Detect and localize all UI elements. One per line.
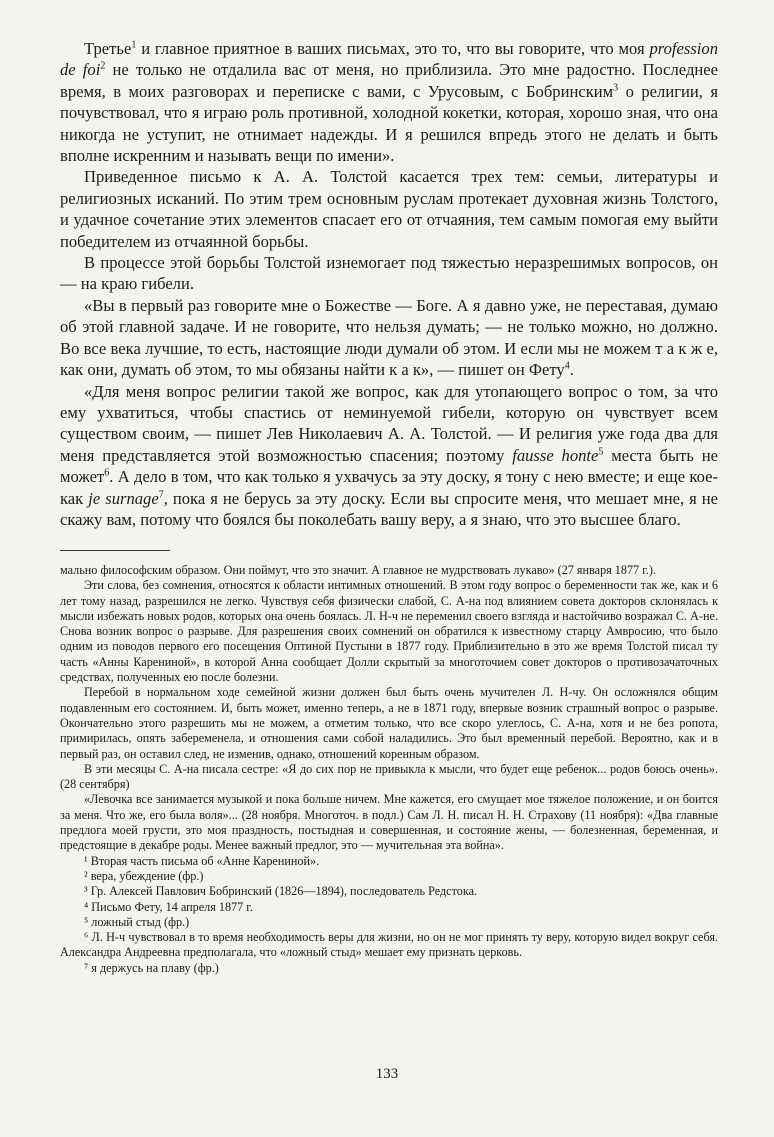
footnote-ref: 2 xyxy=(100,60,106,72)
text-run: и главное приятное в ваших письмах, это то, что вы говорите, что моя xyxy=(136,39,650,58)
footnote-5: ⁵ ложный стыд (фр.) xyxy=(84,914,190,929)
foreign-phrase: fausse honte xyxy=(512,445,599,465)
text-run: , пока я не берусь за эту доску. Если вы спросите меня, что мешает мне, я не скажу вам, потому что боялся бы поколебать вашу веру, а я знаю, что это высшее благо. xyxy=(60,488,718,529)
spaced-emphasis: к а к xyxy=(389,360,421,380)
text-run: о религии, я почувствовал, что я играю роль противной, холодной кокетки, которая, хорошо зная, что она никогда не уступит, не отнимает надежды. И я решился впредь этого не делать и быть вполне искренним и называть вещи по имени». xyxy=(60,81,718,166)
paragraph xyxy=(60,38,718,166)
foreign-phrase: profession de foi xyxy=(60,39,718,80)
text-run: , как они, думать об этом, то мы обязаны найти xyxy=(60,338,718,380)
footnote-ref: 3 xyxy=(613,82,619,94)
footnote-3: ³ Гр. Алексей Павлович Бобринский (1826—1894), последователь Редстока. xyxy=(84,884,478,899)
spaced-emphasis: т а к ж е xyxy=(655,338,714,358)
main-text xyxy=(60,38,718,530)
note-paragraph: Эти слова, без сомнения, относятся к области интимных отношений. В этом году вопрос о беременности так же, как и 6 лет тому назад, разрешился не легко. Чувствуя себя физически слабой, С. А-на под влиянием совета докторов склонялась к мысли избежать новых родов, которых она очень боялась. Л. Н-ч не переменил своего взгляда и настойчиво возражал С. А-не. Снова возник вопрос о разрыве. Для разрешения своих сомнений он обратился к известному старцу Амвросию, что было одним из поводов первого его посещения Оптиной Пустыни в 1877 году. Приблизительно в это же время Толстой писал ту часть «Анны Карениной», в которой Анна сообщает Долли скрытый за многоточием совет докторов о противозачаточных средствах, полученных ею после болезни. xyxy=(60,578,718,685)
paragraph xyxy=(60,381,718,531)
footnote-ref: 4 xyxy=(564,360,570,372)
text-run: . xyxy=(569,360,574,380)
paragraph: В процессе этой борьбы Толстой изнемогает под тяжестью неразрешимых вопросов, он — на краю гибели. xyxy=(60,253,718,294)
text-run: », — пишет он Фету xyxy=(420,360,565,380)
footnote-ref: 1 xyxy=(131,39,137,51)
text-run: места быть не может xyxy=(60,445,718,487)
text-run: не только не отдалила вас от меня, но приблизила. Это мне радостно. Последнее время, в моих разговорах и переписке с вами, с Урусовым, с Бобринским xyxy=(60,60,719,101)
footnote-1: ¹ Вторая часть письма об «Анне Карениной». xyxy=(84,853,320,868)
text-run: «Для меня вопрос религии такой же вопрос, как для утопающего вопрос о том, за что ему ухватиться, чтобы спастись от неминуемой гибели, которую он чувствует всем существом своим, — пишет Лев Николаевич А. А. Толстой. — И религия уже года два для меня представляется этой возможностью спасения; поэтому xyxy=(60,381,718,465)
paragraph: Приведенное письмо к А. А. Толстой касается трех тем: семьи, литературы и религиозных исканий. По этим трем основным руслам протекает духовная жизнь Толстого, и удачное сочетание этих элементов спасает его от отчаяния, тем самым помогая ему выйти победителем из отчаянной борьбы. xyxy=(60,167,718,251)
text-run: Третье xyxy=(84,39,132,58)
footnote-ref: 6 xyxy=(104,467,110,479)
footnote-ref: 7 xyxy=(158,489,164,500)
footnote-4: ⁴ Письмо Фету, 14 апреля 1877 г. xyxy=(84,899,253,914)
page-number: 133 xyxy=(375,1066,399,1082)
note-paragraph: «Левочка все занимается музыкой и пока больше ничем. Мне кажется, его смущает мое тяжелое положение, и он боится за меня. Что же, его была воля»... (28 ноября. Многоточ. в подл.) Сам Л. Н. писал Н. Н. Страхову (11 ноября): «Два главные предлога моей грусти, это моя праздность, постыдная и совершенная, и состояние жены, — болезненная, беременная, и предстоящие в декабре роды. Менее важный предлог, это — мучительная эта война». xyxy=(60,792,718,853)
text-run: «Вы в первый раз говорите мне о Божестве — Боге. А я давно уже, не переставая, думаю об этой главной задаче. И не говорите, что нельзя думать; — не только можно, но должно. Во все века лучшие, то есть, настоящие люди думали об этом. И если мы не можем xyxy=(60,295,718,358)
note-paragraph: В эти месяцы С. А-на писала сестре: «Я до сих пор не привыкла к мысли, что будет еще ребенок... родов боюсь очень». (28 сентября) xyxy=(60,761,718,792)
footnote-7: ⁷ я держусь на плаву (фр.) xyxy=(84,960,219,975)
text-run: . А дело в том, что как только я ухвачусь за эту доску, я тону с нею вместе; и еще кое-как xyxy=(60,467,718,508)
footnote-separator xyxy=(60,550,170,551)
footnote-ref: 5 xyxy=(598,446,604,458)
footnotes xyxy=(60,563,718,976)
paragraph xyxy=(60,295,718,381)
note-paragraph: Перебой в нормальном ходе семейной жизни должен был быть очень мучителен Л. Н-чу. Он осложнялся общим подавленным его состоянием. И, быть может, именно теперь, а не в 1871 году, впервые возник страшный вопрос о разрыве. Окончательно этого разрешить мы не можем, а отметим только, что все скоро улеглось, С. А-на, хотя и не без ропота, примирилась, опять забеременела, и отношения сами собой наладились. Это был временный перебой. Вероятно, как и в первый раз, он оставил след, не изменив, однако, отношений коренным образом. xyxy=(60,685,718,761)
footnote-2: ² вера, убеждение (фр.) xyxy=(84,868,204,883)
foreign-phrase: je surnage xyxy=(88,488,159,508)
footnote-6: ⁶ Л. Н-ч чувствовал в то время необходимость веры для жизни, но он не мог принять ту веру, которую видел вокруг себя. Александра Андреевна предполагала, что «ложный стыд» мешает ему признать церковь. xyxy=(60,930,718,960)
note-continuation: мально философским образом. Они поймут, что это значит. А главное не мудрствовать лукаво» (27 января 1877 г.). xyxy=(60,563,657,577)
